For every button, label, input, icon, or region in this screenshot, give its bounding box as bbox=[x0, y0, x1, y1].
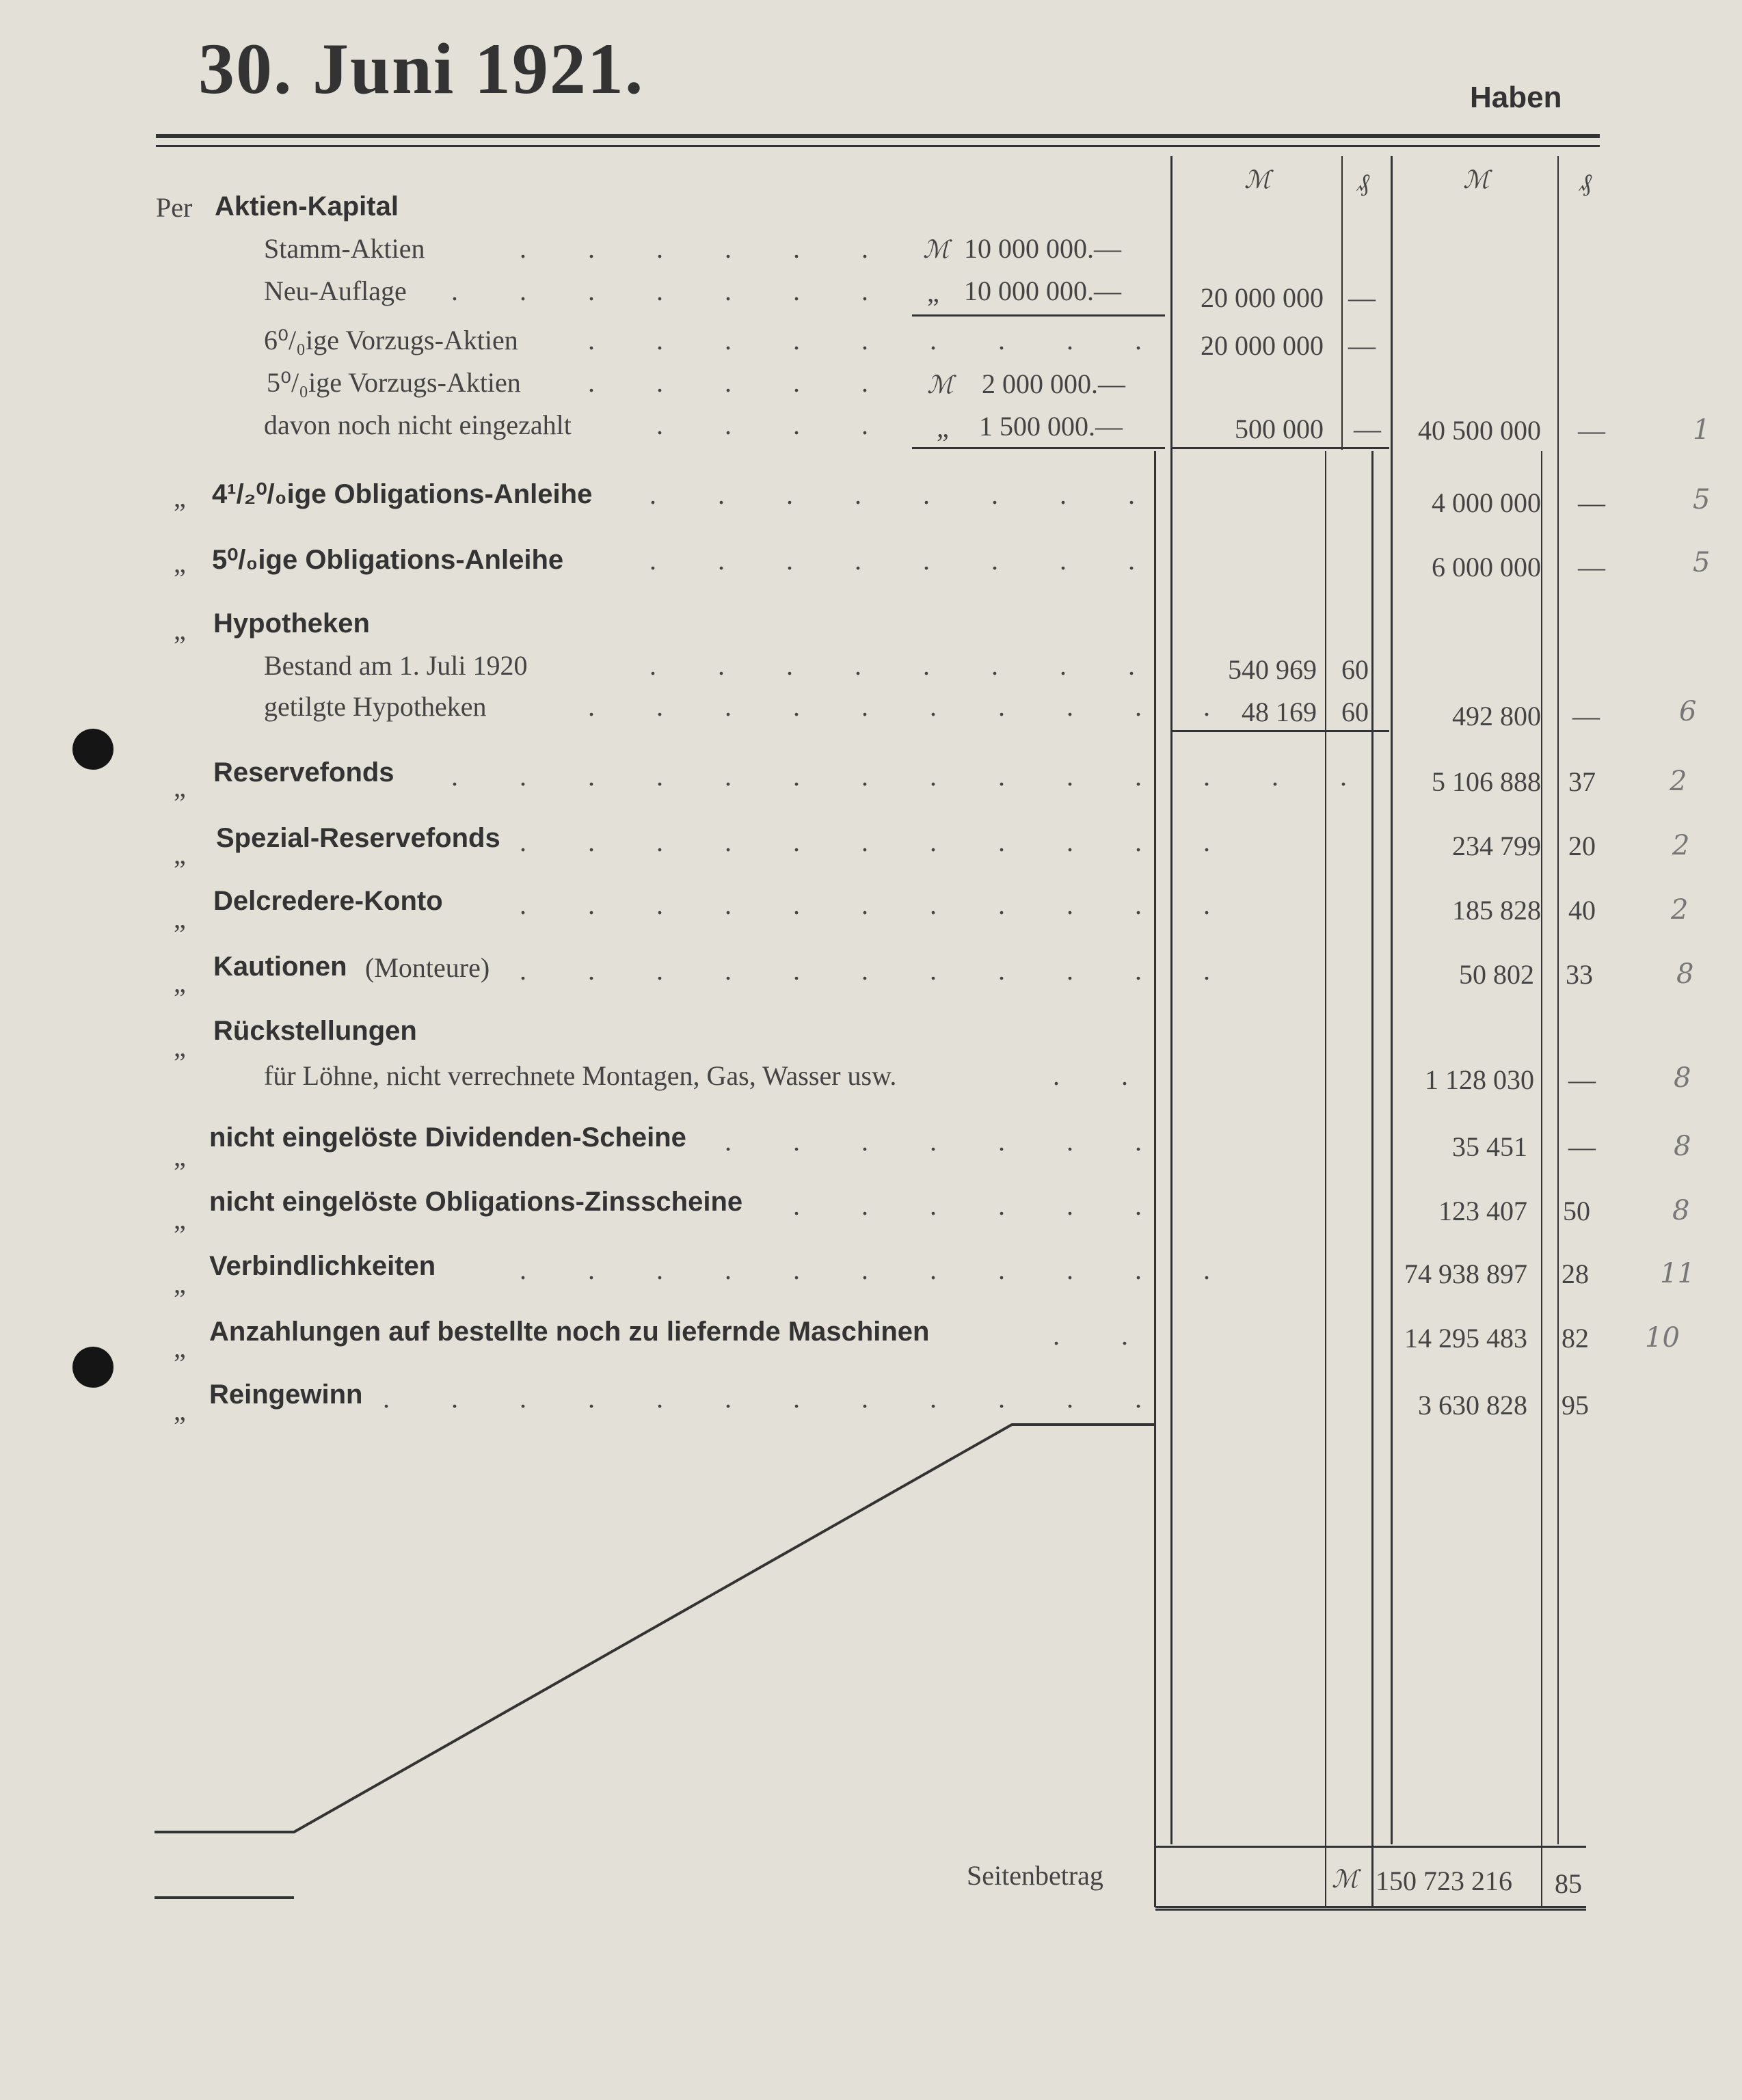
pf-header: ₰ bbox=[1579, 169, 1592, 196]
rueck-label: Rückstellungen bbox=[213, 1016, 417, 1046]
ditto-mark: „ bbox=[174, 1204, 186, 1235]
mark-header: ℳ bbox=[1244, 166, 1271, 193]
page-title: 30. Juni 1921. bbox=[198, 29, 645, 109]
loehne-col2: 1 128 030 bbox=[1425, 1064, 1534, 1095]
kautionen-label: Kautionen bbox=[213, 952, 347, 982]
spezial-col2: 234 799 bbox=[1452, 831, 1541, 861]
hypotheken-label: Hypotheken bbox=[213, 608, 370, 638]
stamm-value: 10 000 000.— bbox=[964, 233, 1121, 264]
bestand-col1-pf: 60 bbox=[1341, 654, 1369, 685]
ditto-mark: „ bbox=[174, 1268, 186, 1299]
zinsscheine-col2: 123 407 bbox=[1438, 1196, 1527, 1226]
reserve-col2-pf: 37 bbox=[1568, 766, 1596, 797]
mark-header: ℳ bbox=[1463, 166, 1490, 193]
vorzug5-value: 2 000 000.— bbox=[982, 368, 1125, 399]
leader-dots: . . . . . . . . . . bbox=[588, 325, 1237, 355]
neu-value: 10 000 000.— bbox=[964, 275, 1121, 306]
getilgt-col1-pf: 60 bbox=[1341, 697, 1369, 727]
getilgt-col2-pf: — bbox=[1572, 701, 1600, 731]
ditto-mark: „ bbox=[174, 839, 186, 870]
punch-hole bbox=[72, 729, 113, 770]
dividenden-col2: 35 451 bbox=[1452, 1131, 1527, 1162]
leader-dots: . . . . . . . . . . . bbox=[520, 889, 1237, 920]
handwritten-note: 10 bbox=[1645, 1322, 1680, 1354]
anzahl-col2-pf: 82 bbox=[1562, 1323, 1589, 1354]
footer-label: Seitenbetrag bbox=[967, 1860, 1103, 1891]
ditto-mark: „ bbox=[174, 615, 186, 645]
handwritten-note: 11 bbox=[1660, 1258, 1695, 1289]
footer-total: 150 723 216 bbox=[1376, 1866, 1512, 1896]
ditto-mark: „ bbox=[174, 548, 186, 578]
obl5-col2: 6 000 000 bbox=[1432, 552, 1541, 582]
footer-rule bbox=[1155, 1906, 1586, 1908]
getilgt-col1: 48 169 bbox=[1242, 697, 1317, 727]
neu-col1: 20 000 000 bbox=[1201, 282, 1324, 313]
handwritten-note: 5 bbox=[1693, 547, 1711, 578]
handwritten-note: 2 bbox=[1672, 830, 1690, 861]
obl45-col2: 4 000 000 bbox=[1432, 487, 1541, 518]
footer-rule bbox=[1155, 1846, 1586, 1848]
leader-dots: . . . . . . . . . . bbox=[588, 691, 1237, 722]
loehne-label: für Löhne, nicht verrechnete Montagen, Gas, Wasser usw. bbox=[264, 1060, 897, 1091]
leader-dots: . . . . . . . . . . . . bbox=[383, 1383, 1169, 1414]
kautionen-col2-pf: 33 bbox=[1566, 959, 1593, 990]
davon-col1: 500 000 bbox=[1235, 414, 1324, 444]
bestand-col1: 540 969 bbox=[1228, 654, 1317, 685]
verbind-label: Verbindlichkeiten bbox=[209, 1251, 436, 1281]
dividenden-label: nicht eingelöste Dividenden-Scheine bbox=[209, 1122, 686, 1153]
delcredere-label: Delcredere-Konto bbox=[213, 886, 443, 916]
handwritten-note: 8 bbox=[1676, 958, 1694, 990]
verbind-col2: 74 938 897 bbox=[1404, 1258, 1527, 1289]
reingewinn-col2: 3 630 828 bbox=[1418, 1390, 1527, 1421]
bestand-label: Bestand am 1. Juli 1920 bbox=[264, 650, 528, 681]
leader-dots: . . . . . . . . . . . . . . bbox=[451, 761, 1374, 792]
column-rule bbox=[1371, 1846, 1374, 1907]
vorzug6-col1-pf: — bbox=[1348, 330, 1376, 361]
ditto-mark: „ bbox=[174, 482, 186, 513]
leader-dots: . . . . . . . . . . . bbox=[520, 955, 1237, 986]
pf-header: ₰ bbox=[1357, 169, 1369, 196]
obl45-label: 4¹/₂⁰/₀ige Obligations-Anleihe bbox=[212, 479, 593, 509]
neu-label: Neu-Auflage bbox=[264, 275, 407, 306]
getilgt-col2: 492 800 bbox=[1452, 701, 1541, 731]
leader-dots: . . . . . . . . bbox=[649, 545, 1162, 576]
stamm-label: Stamm-Aktien bbox=[264, 233, 425, 264]
footer-total-pf: 85 bbox=[1555, 1868, 1582, 1899]
ditto-mark: „ bbox=[174, 1141, 186, 1172]
davon-col1-pf: — bbox=[1354, 414, 1381, 444]
punch-hole bbox=[72, 1347, 113, 1388]
ditto-mark: „ bbox=[174, 903, 186, 934]
delcredere-col2-pf: 40 bbox=[1568, 895, 1596, 926]
zinsscheine-label: nicht eingelöste Obligations-Zinsscheine bbox=[209, 1187, 743, 1217]
reserve-col2: 5 106 888 bbox=[1432, 766, 1541, 797]
handwritten-note: 8 bbox=[1672, 1195, 1690, 1226]
per-label: Per bbox=[156, 192, 193, 223]
spezial-label: Spezial-Reservefonds bbox=[216, 823, 500, 853]
vorzug5-label: 5⁰/₀ige Vorzugs-Aktien bbox=[267, 367, 521, 398]
mark-symbol: ℳ bbox=[1332, 1866, 1358, 1893]
ditto-mark: „ bbox=[927, 277, 939, 308]
handwritten-note: 5 bbox=[1693, 484, 1711, 515]
neu-col1-pf: — bbox=[1348, 282, 1376, 313]
handwritten-note: 1 bbox=[1693, 414, 1711, 446]
obl5-label: 5⁰/₀ige Obligations-Anleihe bbox=[212, 545, 564, 575]
ditto-mark: „ bbox=[174, 772, 186, 803]
leader-dots: . . . . . . . bbox=[451, 275, 896, 306]
leader-dots: . . . . . . . . . . . bbox=[520, 826, 1237, 857]
ditto-mark: „ bbox=[174, 1332, 186, 1363]
getilgt-label: getilgte Hypotheken bbox=[264, 691, 487, 722]
leader-dots: . . . . . . . . . . . bbox=[520, 1254, 1237, 1285]
reingewinn-col2-pf: 95 bbox=[1562, 1390, 1589, 1421]
leader-dots: . . . . bbox=[656, 409, 896, 440]
leader-dots: . . . . . bbox=[588, 367, 896, 398]
handwritten-note: 8 bbox=[1674, 1062, 1691, 1094]
reingewinn-label: Reingewinn bbox=[209, 1379, 363, 1410]
leader-dots: . . . . . . bbox=[793, 1190, 1169, 1221]
davon-label: davon noch nicht eingezahlt bbox=[264, 409, 572, 440]
obl5-col2-pf: — bbox=[1578, 552, 1605, 582]
dividenden-col2-pf: — bbox=[1568, 1131, 1596, 1162]
ditto-mark: „ bbox=[937, 412, 949, 443]
mark-symbol: ℳ bbox=[927, 371, 954, 399]
davon-col2-pf: — bbox=[1578, 415, 1605, 446]
footer-rule bbox=[1155, 1909, 1586, 1911]
ditto-mark: „ bbox=[174, 967, 186, 998]
kautionen-col2: 50 802 bbox=[1459, 959, 1534, 990]
reserve-label: Reservefonds bbox=[213, 757, 394, 788]
davon-value: 1 500 000.— bbox=[979, 411, 1123, 442]
handwritten-note: 6 bbox=[1679, 696, 1697, 727]
column-rule bbox=[1541, 1846, 1542, 1907]
leader-dots: . . bbox=[1053, 1320, 1155, 1351]
zinsscheine-col2-pf: 50 bbox=[1563, 1196, 1590, 1226]
column-rule bbox=[1325, 1846, 1326, 1907]
leader-dots: . . bbox=[1053, 1060, 1155, 1091]
verbind-col2-pf: 28 bbox=[1562, 1258, 1589, 1289]
leader-dots: . . . . . . . . bbox=[649, 479, 1162, 510]
vorzug6-col1: 20 000 000 bbox=[1201, 330, 1324, 361]
anzahl-col2: 14 295 483 bbox=[1404, 1323, 1527, 1354]
davon-col2: 40 500 000 bbox=[1418, 415, 1541, 446]
obl45-col2-pf: — bbox=[1578, 487, 1605, 518]
mark-symbol: ℳ bbox=[923, 236, 950, 263]
delcredere-col2: 185 828 bbox=[1452, 895, 1541, 926]
handwritten-note: 8 bbox=[1674, 1131, 1691, 1162]
handwritten-note: 2 bbox=[1671, 894, 1689, 926]
leader-dots: . . . . . . . bbox=[725, 1126, 1169, 1157]
loehne-col2-pf: — bbox=[1568, 1064, 1596, 1095]
anzahl-label: Anzahlungen auf bestellte noch zu liefernde Maschinen bbox=[209, 1317, 930, 1347]
leader-dots: . . . . . . . . bbox=[649, 650, 1162, 681]
column-rule bbox=[1154, 1846, 1156, 1907]
kautionen-sublabel: (Monteure) bbox=[365, 952, 490, 983]
spezial-col2-pf: 20 bbox=[1568, 831, 1596, 861]
handwritten-note: 2 bbox=[1670, 766, 1687, 797]
ditto-mark: „ bbox=[174, 1395, 186, 1426]
leader-dots: . . . . . . bbox=[520, 233, 896, 264]
vorzug6-label: 6⁰/₀ige Vorzugs-Aktien bbox=[264, 325, 518, 355]
side-label: Haben bbox=[1470, 81, 1562, 114]
ditto-mark: „ bbox=[174, 1032, 186, 1062]
aktienkapital-label: Aktien-Kapital bbox=[215, 191, 399, 221]
